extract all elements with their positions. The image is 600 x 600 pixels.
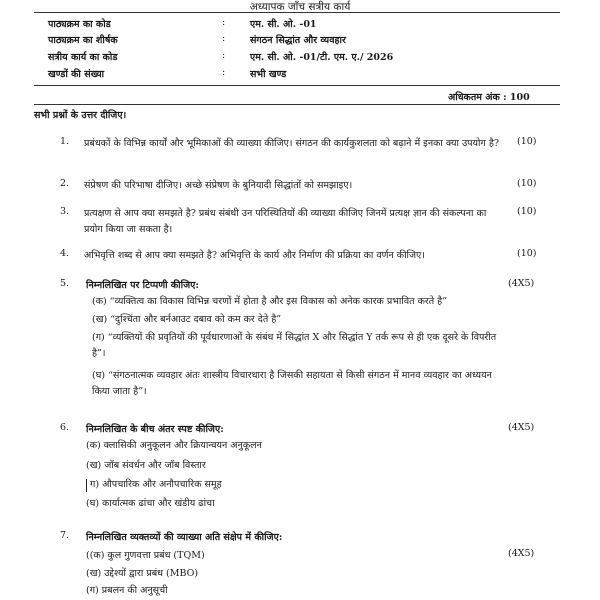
question-marks: (10): [517, 206, 537, 217]
question-text: अभिवृत्ति शब्द से आप क्या समझते है? अभिवृत्ति के कार्य और निर्माण की प्रक्रिया का वर्णन कीजिए।: [84, 250, 425, 261]
question-number: 3.: [60, 206, 70, 217]
question-number: 2.: [60, 178, 70, 189]
question-heading: निम्नलिखित पर टिप्पणी कीजिए:: [86, 280, 199, 291]
sub-question: (ग) प्रबलन की अनुसूची: [86, 585, 168, 596]
question-marks: (4X5): [508, 278, 535, 289]
page-title: अध्यापक जाँच सत्रीय कार्य: [249, 1, 351, 13]
question-text: प्रत्यक्षण से आप क्या समझते है? प्रबंध संबंधी उन परिस्थितियों की व्याख्या कीजिए जिनमें प्रत्यक्ष ज्ञान की संकल्पना का प्रयोग किया जा सकता है।: [84, 208, 487, 235]
colon: :: [222, 67, 226, 78]
question-heading: निम्नलिखित व्यक्तव्यों की व्याख्या अति संक्षेप में कीजिए:: [86, 532, 283, 543]
assignment-code-row: [34, 50, 560, 66]
blocks-count-value: सभी खण्ड: [250, 69, 287, 80]
question-marks: (4X5): [508, 548, 535, 559]
sub-question: (ख) “दुश्चिंता और बर्नआउट दबाव को कम कर देते है”: [92, 314, 282, 325]
question-number: 4.: [60, 248, 70, 259]
course-info-table: [34, 12, 560, 86]
sub-question: ((क) कुल गुणवत्ता प्रबंध (TQM): [86, 550, 205, 561]
max-marks: अधिकतम अंक : 100: [448, 92, 530, 103]
question-heading: निम्नलिखित के बीच अंतर स्पष्ट कीजिए:: [86, 424, 224, 435]
question-number: 1.: [60, 136, 70, 147]
course-title-row: [34, 33, 560, 49]
question-marks: (10): [517, 136, 537, 147]
course-code-row: [34, 17, 560, 33]
question-text: संप्रेषण की परिभाषा दीजिए। अच्छे संप्रेषण के बुनियादी सिद्धांतों को समझाइए।: [84, 180, 353, 191]
course-title-value: संगठन सिद्धांत और व्यवहार: [250, 35, 346, 46]
question-text: प्रबंधकों के विभिन्न कार्यों और भूमिकाओं की व्याख्या कीजिए। संगठन की कार्यकुशलता को बढ़ाने में इनका क्या उपयोग है?: [84, 138, 500, 149]
question-number: 6.: [60, 422, 70, 433]
question-number: 5.: [60, 278, 70, 289]
sub-question: (ख) उद्देश्यों द्वारा प्रबंध (MBO): [86, 568, 199, 579]
course-title-label: पाठ्यक्रम का शीर्षक: [48, 35, 118, 46]
assignment-code-value: एम. सी. ओ. -01/टी. एम. ए./ 2026: [250, 52, 394, 63]
question-marks: (4X5): [508, 422, 535, 433]
sub-question: (क) “व्यक्तित्व का विकास विभिन्न चरणों में होता है और इस विकास को अनेक कारक प्रभावित करते है”: [92, 296, 448, 307]
instruction: सभी प्रश्नों के उत्तर दीजिए।: [34, 110, 127, 121]
question-marks: (10): [517, 248, 537, 259]
blocks-count-label: खण्डों की संख्या: [48, 69, 105, 80]
sub-question: ग) औपचारिक और अनौपचारिक समूह: [90, 479, 222, 490]
sub-question: (ग) “व्यक्तियों की प्रवृतियों की पूर्वधारणाओं के संबंध में सिद्धांत X और सिद्धांत Y तर्क रूप से ही एक दूसरे के विपरीत है”।: [92, 332, 497, 359]
divider: [34, 104, 560, 105]
sub-question: (घ) “संगठनात्मक व्यवहार अंतः शास्त्रीय विचारधारा है जिसकी सहायता से किसी संगठन में मानव व्यवहार का अध्ययन किया जाता है”।: [92, 370, 492, 397]
assignment-code-label: सत्रीय कार्य का कोड: [48, 52, 118, 63]
colon: :: [222, 33, 226, 44]
course-code-value: एम. सी. ओ. -01: [250, 19, 317, 30]
colon: :: [222, 17, 226, 28]
sub-question: (घ) कार्यात्मक ढांचा और खंडीय ढांचा: [86, 498, 215, 509]
blocks-count-row: [34, 67, 560, 83]
text-cursor: [86, 479, 87, 492]
question-marks: (10): [517, 178, 537, 189]
colon: :: [222, 50, 226, 61]
sub-question: (ख) जॉब संवर्धन और जॉब विस्तार: [86, 460, 206, 471]
sub-question: (क) क्लासिकी अनुकूलन और क्रियान्वयन अनुकूलन: [86, 440, 262, 451]
question-number: 7.: [60, 530, 70, 541]
course-code-label: पाठ्यक्रम का कोड: [48, 19, 111, 30]
